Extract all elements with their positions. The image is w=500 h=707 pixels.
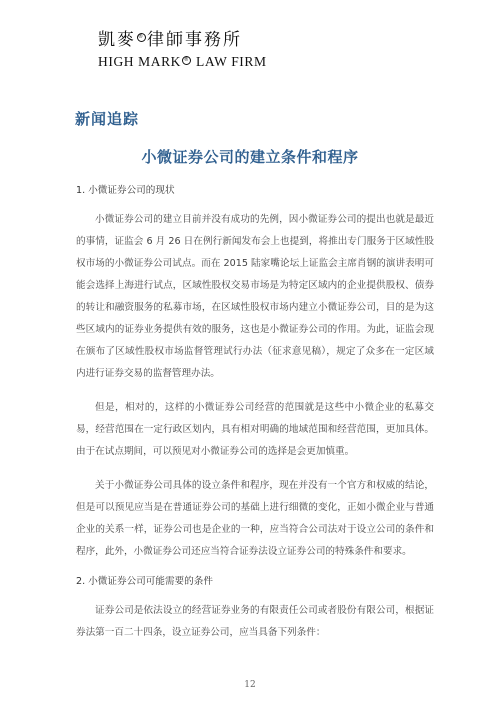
body-paragraph: 证券公司是依法设立的经营证券业务的有限责任公司或者股份有限公司，根据证券法第一百二十四条，设立证券公司，应当具备下列条件： (76, 605, 434, 638)
page-number: 12 (244, 680, 256, 690)
firm-logo (98, 30, 267, 70)
registered-mark-icon: ® (138, 34, 145, 41)
subsection-heading: 2. 小微证券公司可能需要的条件 (76, 576, 213, 587)
body-paragraph: 但是，相对的，这样的小微证券公司经营的范围就是这些中小微企业的私募交易，经营范围在一定行政区划内，具有相对明确的地域范围和经营范围，更加具体。由于在试点期间，可以预见对小微证券公司的选择是会更加慎重。 (76, 402, 434, 457)
logo-chinese-name: 凱麥 ® 律師事務所 (98, 30, 242, 50)
page-title: 小微证券公司的建立条件和程序 (141, 148, 359, 166)
body-paragraph: 关于小微证券公司具体的设立条件和程序，现在并没有一个官方和权威的结论，但是可以预见应当是在普通证券公司的基础上进行细微的变化，正如小微企业与普通企业的关系一样，证券公司也是企业的一种，应当符合公司法对于设立公司的条件和程序，此外，小微证券公司还应当符合证券法设立证券公司的特殊条件和要求。 (76, 480, 434, 557)
section-heading: 新闻追踪 (75, 110, 140, 128)
body-paragraph: 小微证券公司的建立目前并没有成功的先例，因小微证券公司的提出也就是最近的事情，证监会 6 月 26 日在例行新闻发布会上也提到，将推出专门服务于区域性股权市场的小微证券公司试点。而在 2015 陆家嘴论坛上证监会主席肖钢的演讲表明可能会选择上海进行试点，区域性股权交易市场是为特定区域内的企业提供股权、债券的转让和融资服务的私募市场，在区域性股权市场内建立小微证券公司，目的是为这些区域内的证券业务提供有效的服务，这也是小微证券公司的作用。为此，证监会现在颁布了区域性股权市场监督管理试行办法（征求意见稿），规定了众多在一定区域内进行证券交易的监督管理办法。 (76, 214, 434, 379)
subsection-heading: 1. 小微证券公司的现状 (76, 185, 175, 196)
registered-mark-icon: ® (183, 56, 190, 63)
article-body (76, 184, 434, 644)
logo-english-name: HIGH MARK ® LAW FIRM (98, 54, 267, 69)
